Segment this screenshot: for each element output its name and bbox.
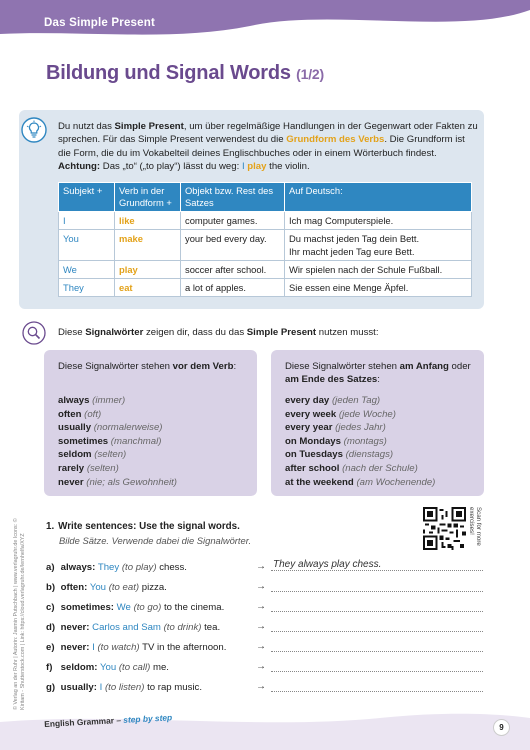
table-cell-object: computer games.: [181, 212, 285, 230]
table-cell-subject: We: [59, 261, 115, 279]
answer-line[interactable]: [271, 620, 483, 632]
table-row: [59, 230, 472, 261]
scan-hint: Scan for more exercises!: [468, 507, 482, 546]
page-number: 9: [493, 719, 510, 736]
arrow-icon: →: [256, 561, 266, 572]
table-cell-subject: You: [59, 230, 115, 261]
page-title: [46, 62, 324, 85]
list-item: often (oft): [58, 408, 102, 420]
qr-code[interactable]: [423, 507, 466, 550]
signal-word-list: [285, 394, 435, 489]
arrow-icon: →: [256, 681, 266, 692]
arrow-icon: →: [256, 661, 266, 672]
exercise-item: g) usually: I (to listen) to rap music.: [46, 682, 202, 693]
answer-line[interactable]: [271, 600, 483, 612]
table-header: Verb in der Grundform +: [115, 183, 181, 212]
arrow-icon: →: [256, 641, 266, 652]
list-item: at the weekend (am Wochenende): [285, 476, 436, 488]
list-item: after school (nach der Schule): [285, 462, 418, 474]
exercise-title: 1. Write sentences: Use the signal words.: [46, 521, 240, 532]
table-cell-object: soccer after school.: [181, 261, 285, 279]
lightbulb-icon: [21, 117, 47, 143]
list-item: seldom (selten): [58, 449, 127, 461]
signal-box-heading: Diese Signalwörter stehen am Anfang oder am Ende des Satzes:: [285, 361, 471, 385]
exercise-item: e) never: I (to watch) TV in the afternoon.: [46, 642, 227, 653]
list-item: on Mondays (montags): [285, 435, 387, 447]
answer-line[interactable]: [271, 640, 483, 652]
list-item: every year (jedes Jahr): [285, 422, 386, 434]
table-header: Auf Deutsch:: [285, 183, 472, 212]
table-row: [59, 261, 472, 279]
table-cell-german: Sie essen eine Menge Äpfel.: [285, 279, 472, 297]
exercise-item: f) seldom: You (to call) me.: [46, 662, 169, 673]
signal-box-sentence-position: [271, 350, 484, 496]
table-cell-subject: They: [59, 279, 115, 297]
table-cell-verb: play: [115, 261, 181, 279]
table-cell-german: Wir spielen nach der Schule Fußball.: [285, 261, 472, 279]
arrow-icon: →: [256, 601, 266, 612]
exercise-subtitle: Bilde Sätze. Verwende dabei die Signalwörter.: [59, 535, 252, 546]
signal-word-list: [58, 394, 177, 489]
intro-text: Du nutzt das Simple Present, um über regelmäßige Handlungen in der Gegenwart oder Fakten zu sprechen. Für das Simple Present verwendest du die Grundform des Verbs. Die Grundform ist die Form, die du im Vokabelteil deines Englischbuches oder in einem Wörterbuch findest. Achtung: Das „to“ („to play“) lässt du weg: I play the violin.: [58, 121, 478, 172]
table-cell-verb: make: [115, 230, 181, 261]
table-cell-object: a lot of apples.: [181, 279, 285, 297]
arrow-icon: →: [256, 621, 266, 632]
answer-text: They always play chess.: [273, 559, 382, 570]
book-title: English Grammar – step by step: [44, 712, 173, 729]
arrow-icon: →: [256, 581, 266, 592]
signal-box-before-verb: [44, 350, 257, 496]
table-row: [59, 279, 472, 297]
exercise-item: d) never: Carlos and Sam (to drink) tea.: [46, 622, 221, 633]
table-cell-verb: eat: [115, 279, 181, 297]
answer-line[interactable]: [271, 580, 483, 592]
signal-box-heading: Diese Signalwörter stehen vor dem Verb:: [58, 361, 237, 372]
exercise-item: a) always: They (to play) chess.: [46, 562, 187, 573]
list-item: always (immer): [58, 395, 126, 406]
magnifier-icon: [22, 321, 46, 345]
title-part: (1/2): [296, 66, 324, 82]
exercise-item: c) sometimes: We (to go) to the cinema.: [46, 602, 225, 613]
title-main: Bildung und Signal Words: [46, 62, 291, 84]
copyright-credit: © Verlag an der Ruhr | Autorin: Jasmin Putschbach | www.verlagruhr.de Icons: © Kiritam - Shutterstock.com | Link: https://cloud.verlagruhr.de/lernhelfa/XYZ: [13, 518, 26, 710]
table-cell-german: Ich mag Computerspiele.: [285, 212, 472, 230]
conjugation-table: [58, 182, 472, 297]
list-item: usually (normalerweise): [58, 422, 163, 434]
table-cell-german: Du machst jeden Tag dein Bett. Ihr macht jeden Tag eure Bett.: [285, 230, 472, 261]
table-header: Subjekt +: [59, 183, 115, 212]
table-cell-object: your bed every day.: [181, 230, 285, 261]
list-item: every week (jede Woche): [285, 408, 396, 420]
list-item: every day (jeden Tag): [285, 395, 381, 406]
table-cell-subject: I: [59, 212, 115, 230]
list-item: on Tuesdays (dienstags): [285, 449, 394, 461]
table-row: [59, 212, 472, 230]
section-label: Das Simple Present: [44, 17, 155, 29]
table-header-row: [59, 183, 472, 212]
exercise-item: b) often: You (to eat) pizza.: [46, 582, 167, 593]
list-item: rarely (selten): [58, 462, 119, 474]
answer-line[interactable]: [271, 680, 483, 692]
table-cell-verb: like: [115, 212, 181, 230]
list-item: never (nie; als Gewohnheit): [58, 476, 177, 488]
table-header: Objekt bzw. Rest des Satzes: [181, 183, 285, 212]
answer-line[interactable]: [271, 660, 483, 672]
signal-intro: Diese Signalwörter zeigen dir, dass du das Simple Present nutzen musst:: [58, 327, 379, 338]
list-item: sometimes (manchmal): [58, 435, 162, 447]
